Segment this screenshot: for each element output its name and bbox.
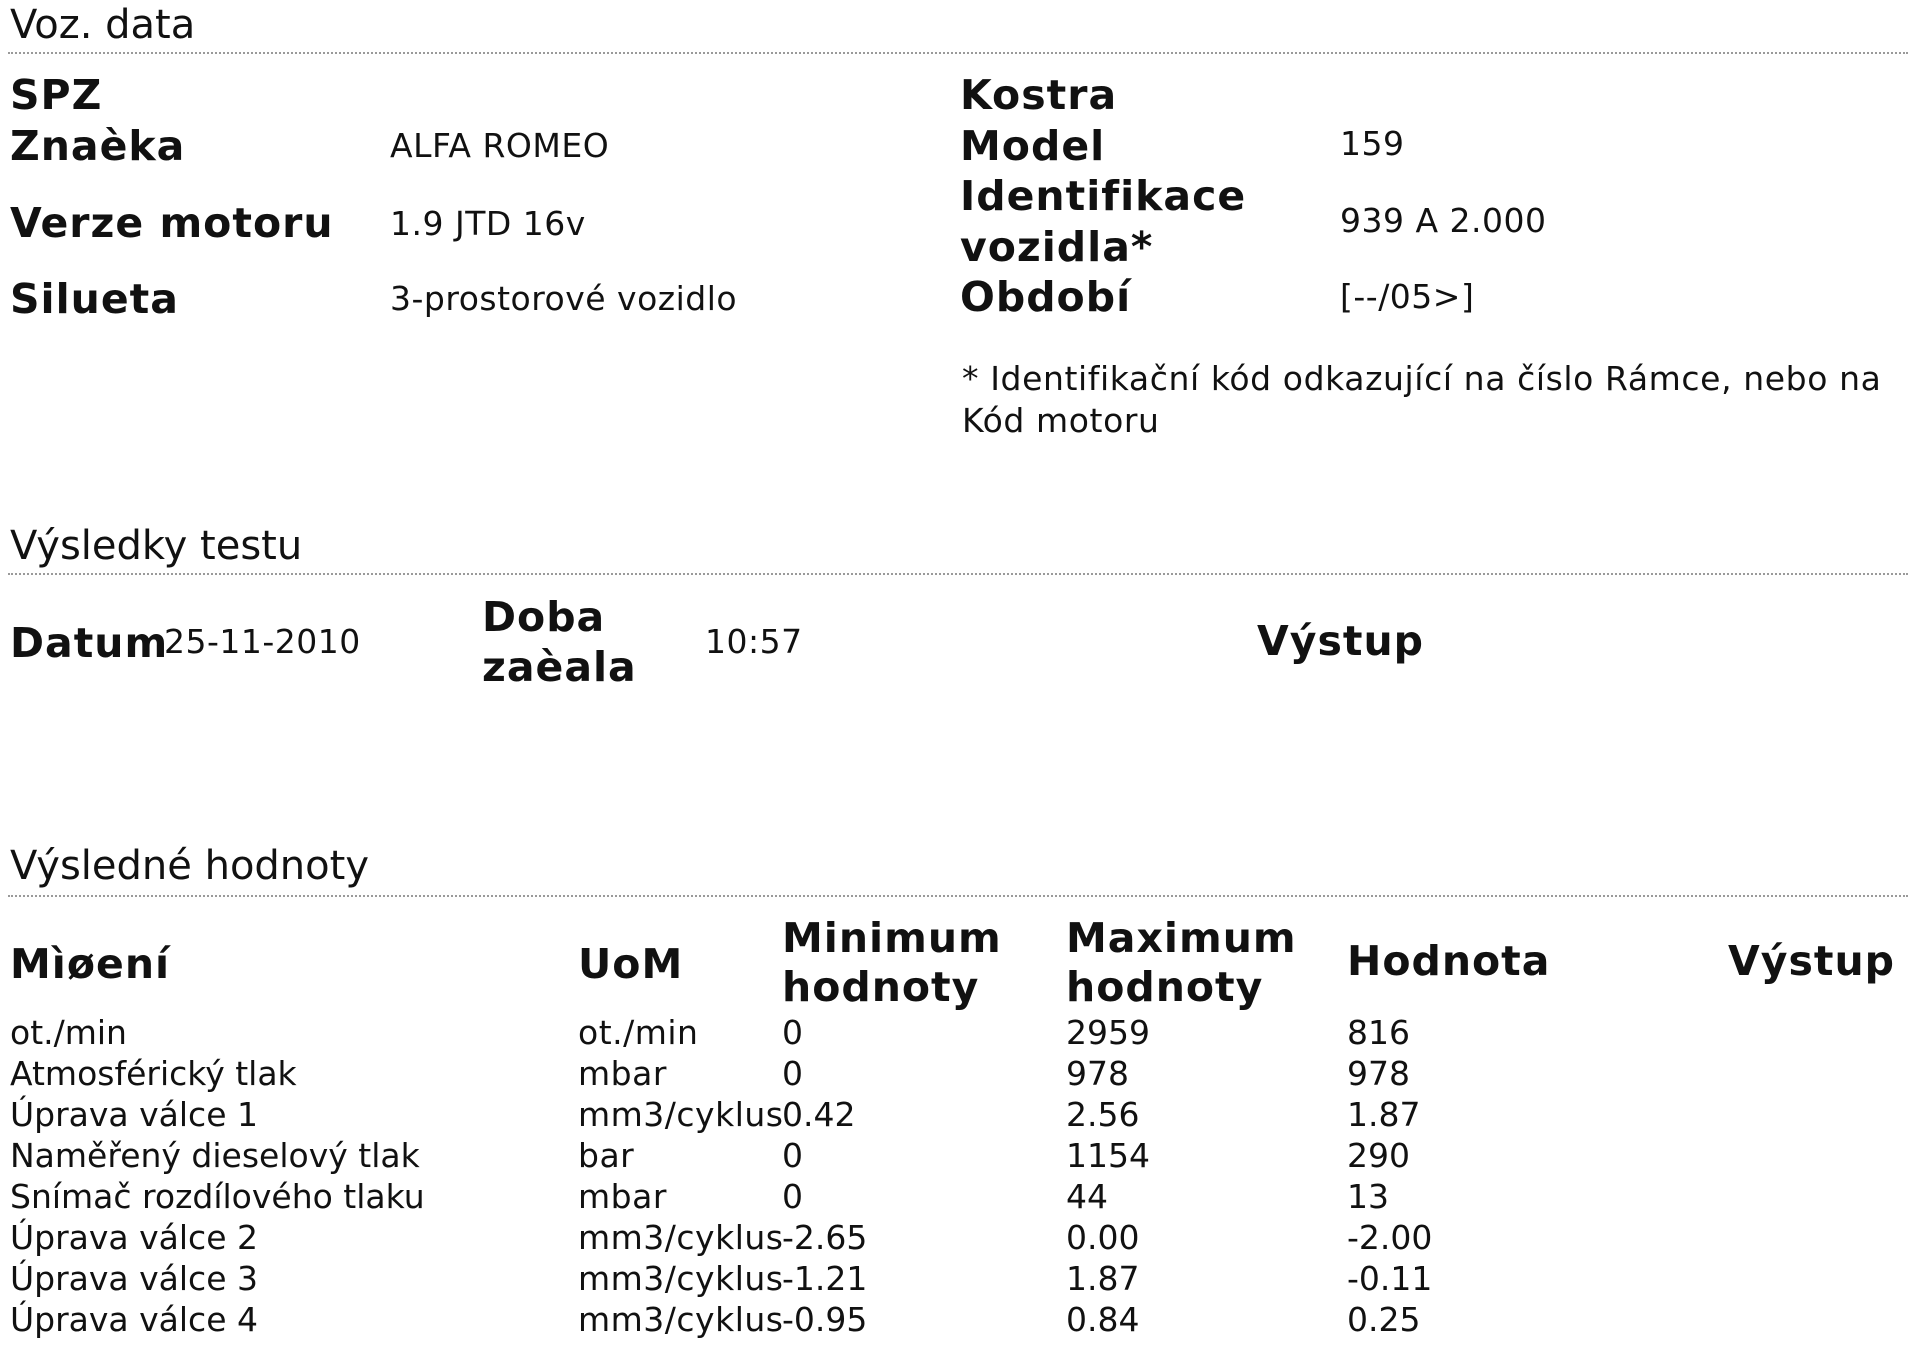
- cell-min: -2.65: [782, 1218, 868, 1257]
- identification-note: [962, 358, 1892, 442]
- cell-max: 1.87: [1066, 1259, 1140, 1298]
- cell-uom: mm3/cyklus: [578, 1218, 784, 1257]
- cell-measurement: Atmosférický tlak: [10, 1054, 297, 1093]
- date-value: 25-11-2010: [164, 622, 361, 661]
- cell-value: 13: [1347, 1177, 1389, 1216]
- table-row: [0, 1012, 1908, 1053]
- cell-measurement: Snímač rozdílového tlaku: [10, 1177, 425, 1216]
- header-min-line1: Minimum: [782, 914, 1002, 962]
- start-time-label-line1: Doba: [482, 593, 606, 641]
- cell-min: 0: [782, 1177, 803, 1216]
- section-title-result-values: Výsledné hodnoty: [10, 843, 369, 889]
- make-label: Znaèka: [10, 122, 186, 170]
- section-title-vehicle-data: Voz. data: [10, 2, 196, 48]
- cell-measurement: Naměřený dieselový tlak: [10, 1136, 420, 1175]
- body-style-label: Silueta: [10, 275, 179, 323]
- spz-label: SPZ: [10, 71, 103, 119]
- cell-measurement: Úprava válce 4: [10, 1300, 258, 1339]
- header-max-line2: hodnoty: [1066, 963, 1264, 1011]
- table-row: [0, 1094, 1908, 1135]
- cell-uom: mm3/cyklus: [578, 1095, 784, 1134]
- section-divider: [8, 52, 1908, 54]
- engine-version-value: 1.9 JTD 16v: [390, 204, 586, 243]
- vehicle-id-label-line2: vozidla*: [960, 223, 1154, 271]
- cell-measurement: Úprava válce 2: [10, 1218, 258, 1257]
- cell-uom: bar: [578, 1136, 635, 1175]
- cell-max: 0.84: [1066, 1300, 1140, 1339]
- cell-uom: mm3/cyklus: [578, 1300, 784, 1339]
- cell-min: 0.42: [782, 1095, 856, 1134]
- table-row: [0, 1217, 1908, 1258]
- header-measurement: Mìøení: [10, 940, 171, 988]
- engine-version-label: Verze motoru: [10, 199, 334, 247]
- cell-min: 0: [782, 1013, 803, 1052]
- date-label: Datum: [10, 619, 169, 667]
- vehicle-id-value: 939 A 2.000: [1340, 201, 1547, 240]
- cell-max: 0.00: [1066, 1218, 1140, 1257]
- start-time-label-line2: zaèala: [482, 643, 637, 691]
- cell-measurement: Úprava válce 3: [10, 1259, 258, 1298]
- cell-value: 816: [1347, 1013, 1410, 1052]
- header-uom: UoM: [578, 940, 684, 988]
- table-row: [0, 1176, 1908, 1217]
- table-row: [0, 1299, 1908, 1340]
- header-max-line1: Maximum: [1066, 914, 1297, 962]
- cell-uom: mm3/cyklus: [578, 1259, 784, 1298]
- section-divider: [8, 895, 1908, 897]
- table-row: [0, 1135, 1908, 1176]
- cell-min: 0: [782, 1136, 803, 1175]
- cell-value: 0.25: [1347, 1300, 1421, 1339]
- cell-value: 1.87: [1347, 1095, 1421, 1134]
- period-value: [--/05>]: [1340, 277, 1475, 316]
- table-row: [0, 1053, 1908, 1094]
- cell-uom: mbar: [578, 1054, 667, 1093]
- identification-note-line1: * Identifikační kód odkazující na číslo Rámce, nebo na: [962, 359, 1882, 398]
- model-value: 159: [1340, 124, 1405, 163]
- start-time-value: 10:57: [705, 622, 803, 661]
- table-row: [0, 1258, 1908, 1299]
- cell-value: -0.11: [1347, 1259, 1433, 1298]
- section-divider: [8, 573, 1908, 575]
- vehicle-id-label-line1: Identifikace: [960, 172, 1247, 220]
- header-output: Výstup: [1728, 937, 1895, 985]
- cell-uom: mbar: [578, 1177, 667, 1216]
- cell-max: 978: [1066, 1054, 1129, 1093]
- cell-measurement: ot./min: [10, 1013, 127, 1052]
- cell-max: 44: [1066, 1177, 1108, 1216]
- period-label: Období: [960, 273, 1132, 321]
- cell-max: 1154: [1066, 1136, 1150, 1175]
- cell-max: 2959: [1066, 1013, 1150, 1052]
- identification-note-line2: Kód motoru: [962, 401, 1160, 440]
- make-value: ALFA ROMEO: [390, 126, 610, 165]
- cell-min: -1.21: [782, 1259, 868, 1298]
- cell-value: -2.00: [1347, 1218, 1433, 1257]
- cell-value: 290: [1347, 1136, 1410, 1175]
- cell-measurement: Úprava válce 1: [10, 1095, 258, 1134]
- kostra-label: Kostra: [960, 71, 1118, 119]
- section-title-test-results: Výsledky testu: [10, 523, 303, 569]
- model-label: Model: [960, 122, 1106, 170]
- body-style-value: 3-prostorové vozidlo: [390, 279, 738, 318]
- cell-min: 0: [782, 1054, 803, 1093]
- output-label: Výstup: [1257, 617, 1424, 665]
- cell-min: -0.95: [782, 1300, 868, 1339]
- header-min-line2: hodnoty: [782, 963, 980, 1011]
- cell-max: 2.56: [1066, 1095, 1140, 1134]
- header-value: Hodnota: [1347, 937, 1551, 985]
- cell-uom: ot./min: [578, 1013, 699, 1052]
- cell-value: 978: [1347, 1054, 1410, 1093]
